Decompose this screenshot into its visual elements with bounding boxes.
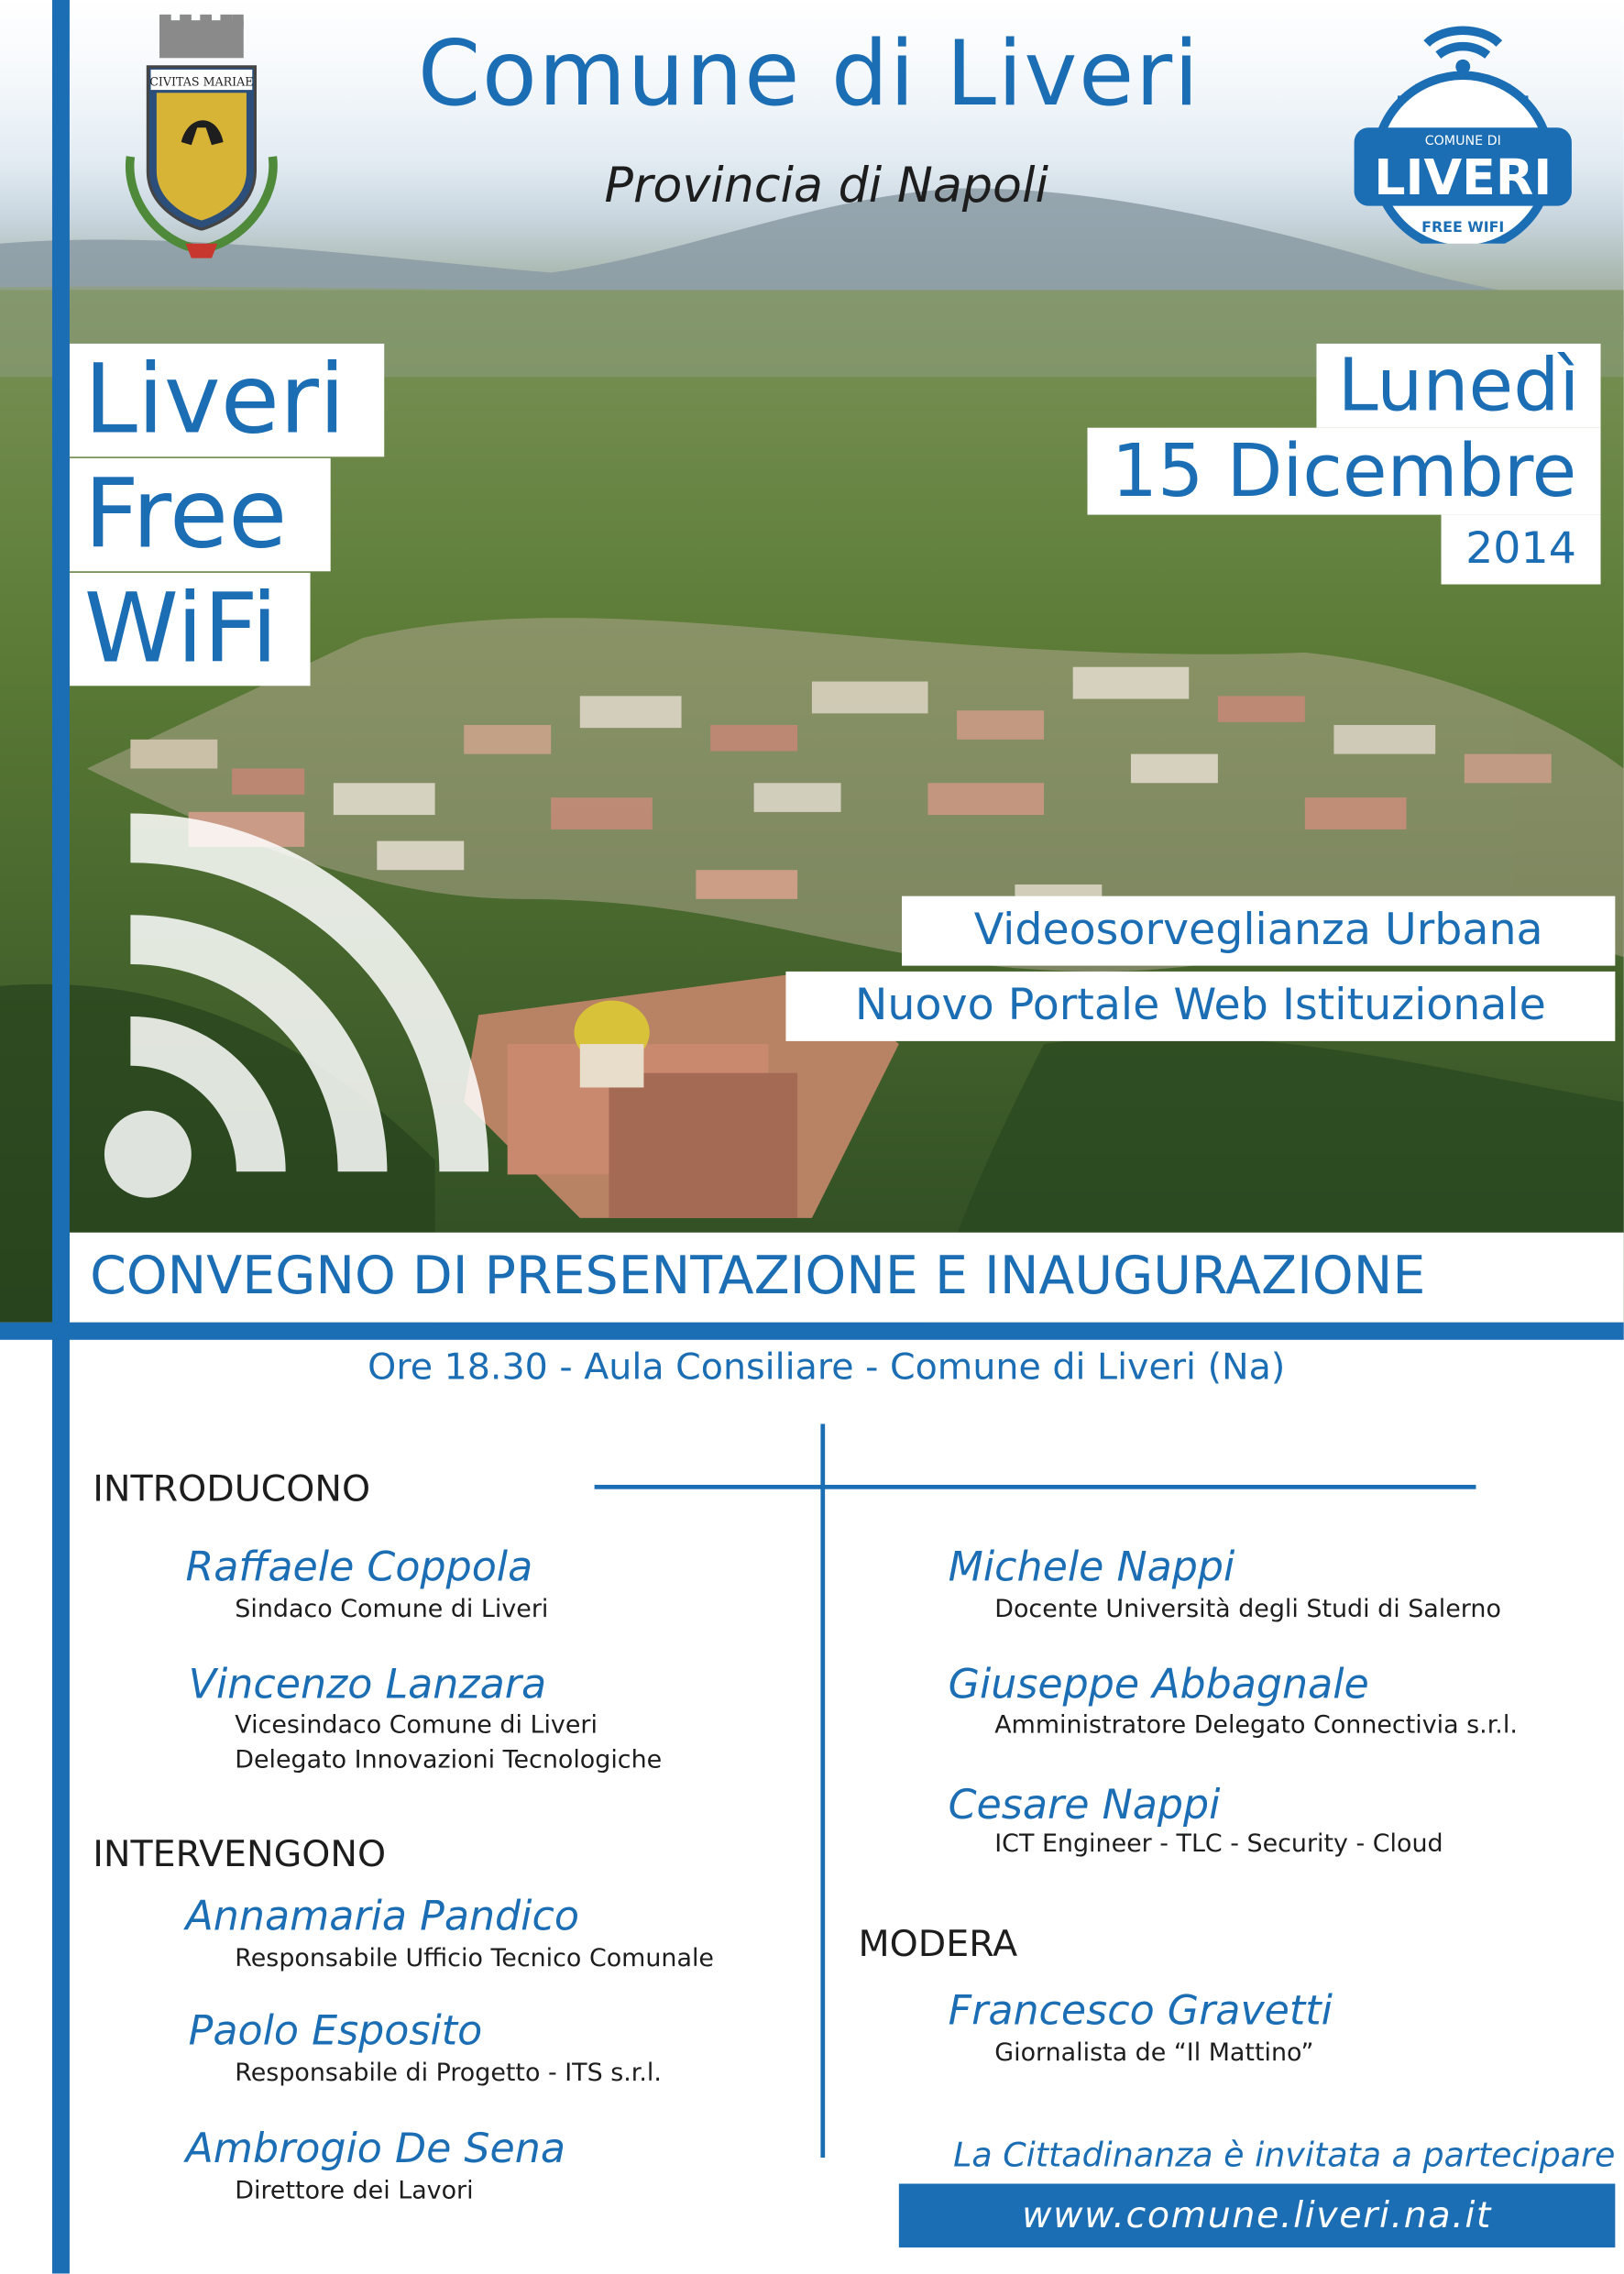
speaker-role: Vicesindaco Comune di Liveri (235, 1710, 598, 1741)
speaker-name: Cesare Nappi (948, 1780, 1221, 1829)
vertical-rule (52, 0, 70, 2274)
speaker-name: Francesco Gravetti (948, 1986, 1333, 2035)
speaker-role: Responsabile Ufficio Tecnico Comunale (235, 1944, 714, 1974)
speaker-role: Sindaco Comune di Liveri (235, 1595, 549, 1624)
horizontal-rule (0, 1323, 1624, 1340)
page-title: Comune di Liveri (417, 20, 1201, 126)
speaker-name: Paolo Esposito (188, 2006, 483, 2055)
event-schedule: Ore 18.30 - Aula Consiliare - Comune di Liveri (Na) (368, 1346, 1286, 1388)
liveri-free-wifi-logo-icon (1340, 12, 1586, 244)
event-day: Lunedì (1316, 344, 1600, 428)
invitation-text: La Cittadinanza è invitata a partecipare (953, 2137, 1616, 2175)
speaker-name: Raffaele Coppola (185, 1543, 533, 1591)
website-link[interactable]: www.comune.liveri.na.it (1022, 2193, 1493, 2236)
speaker-role: ICT Engineer - TLC - Security - Cloud (994, 1829, 1443, 1860)
feature-line-3: WiFi (70, 573, 311, 686)
speaker-name: Ambrogio De Sena (185, 2124, 566, 2172)
column-divider (820, 1424, 825, 2158)
town-crest-icon (116, 12, 288, 261)
feature-line-1: Liveri (70, 344, 384, 456)
wifi-icon (87, 795, 522, 1215)
speaker-role: Giornalista de “Il Mattino” (994, 2038, 1314, 2068)
speaker-name: Giuseppe Abbagnale (948, 1660, 1369, 1708)
speaker-role: Responsabile di Progetto - ITS s.r.l. (235, 2059, 662, 2089)
logo-big-text: LIVERI (1374, 148, 1553, 206)
logo-small-text: COMUNE DI (1424, 134, 1501, 149)
crest-label: CIVITAS MARIAE (149, 74, 254, 89)
speaker-role: Amministratore Delegato Connectivia s.r.l. (994, 1710, 1518, 1741)
speaker-name: Michele Nappi (948, 1543, 1235, 1591)
row-divider (595, 1485, 1476, 1489)
speaker-name: Annamaria Pandico (185, 1892, 579, 1940)
speaker-name: Vincenzo Lanzara (188, 1660, 547, 1708)
speaker-role: Delegato Innovazioni Tecnologiche (235, 1745, 663, 1775)
service-item: Videosorveglianza Urbana (902, 896, 1615, 966)
page-subtitle: Provincia di Napoli (604, 156, 1049, 214)
event-banner: CONVEGNO DI PRESENTAZIONE E INAUGURAZIONE (70, 1233, 1624, 1323)
section-intervengono: INTERVENGONO (93, 1832, 387, 1875)
speaker-role: Direttore dei Lavori (235, 2176, 474, 2206)
event-date: 15 Dicembre (1088, 428, 1601, 515)
section-introducono: INTRODUCONO (93, 1467, 371, 1510)
speaker-role: Docente Università degli Studi di Salerno (994, 1595, 1501, 1624)
service-item: Nuovo Portale Web Istituzionale (785, 972, 1615, 1041)
feature-line-2: Free (70, 458, 331, 571)
event-year: 2014 (1442, 515, 1601, 585)
section-modera: MODERA (858, 1922, 1018, 1965)
logo-tag-text: FREE WIFI (1421, 218, 1505, 236)
